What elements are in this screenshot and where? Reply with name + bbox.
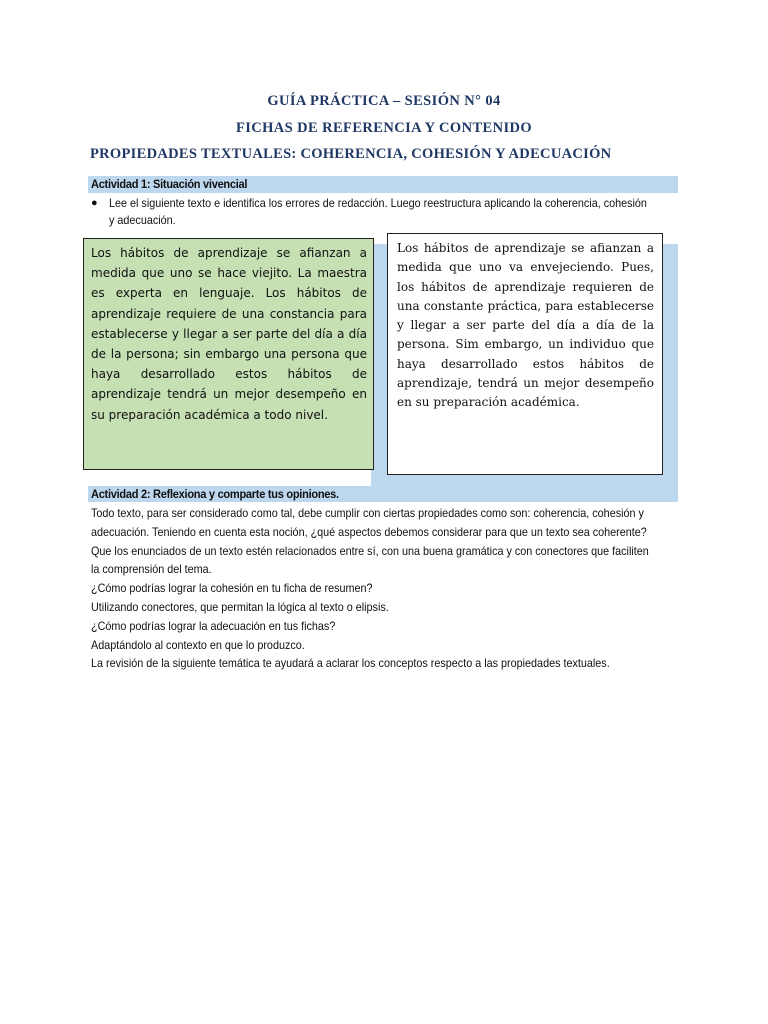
body-line: Todo texto, para ser considerado como tal, debe cumplir con ciertas propiedades como son: coherencia, cohesión y: [91, 506, 644, 520]
topic-title: PROPIEDADES TEXTUALES: COHERENCIA, COHESIÓN Y ADECUACIÓN: [90, 146, 612, 162]
bullet-icon: ●: [91, 197, 98, 209]
body-line: la comprensión del tema.: [91, 562, 212, 577]
activity-2-body: [91, 504, 768, 673]
body-line: ¿Cómo podrías lograr la cohesión en tu ficha de resumen?: [91, 581, 373, 596]
activity-2-heading: Actividad 2: Reflexiona y comparte tus opiniones.: [91, 487, 339, 501]
instruction-line-1: Lee el siguiente texto e identifica los errores de redacción. Luego reestructura aplicando la coherencia, cohesión: [109, 196, 647, 210]
original-text: Los hábitos de aprendizaje se afianzan a medida que uno se hace viejito. La maestra es experta en lenguaje. Los hábitos de aprendizaje requiere de una constancia para establecerse y llegar a ser parte del día a día de la persona; sin embargo una persona que haya desarrollado estos hábitos de aprendizaje tendrá un mejor desempeño en su preparación académica a todo nivel.: [91, 246, 367, 422]
body-line: ¿Cómo podrías lograr la adecuación en tus fichas?: [91, 618, 336, 633]
body-line: La revisión de la siguiente temática te ayudará a aclarar los conceptos respecto a las propiedades textuales.: [91, 656, 610, 671]
rewritten-text-box: [387, 233, 663, 475]
rewritten-text: Los hábitos de aprendizaje se afianzan a medida que uno va envejeciendo. Pues, los hábitos de aprendizaje requieren de una constante práctica, para establecerse y llegar a ser parte del día a día de la persona. Sim embargo, un individuo que haya desarrollado estos hábitos de aprendizaje, tendrá un mejor desempeño en su preparación académica.: [397, 241, 654, 410]
activity-1-heading: Actividad 1: Situación vivencial: [91, 177, 248, 191]
body-line: Utilizando conectores, que permitan la lógica al texto o elipsis.: [91, 599, 389, 614]
guide-title: GUÍA PRÁCTICA – SESIÓN N° 04: [267, 93, 501, 109]
instruction-text: [109, 195, 685, 229]
guide-subtitle: FICHAS DE REFERENCIA Y CONTENIDO: [235, 120, 533, 136]
body-line: Que los enunciados de un texto estén relacionados entre sí, con una buena gramática y con conectores que faciliten: [91, 543, 649, 558]
body-line: adecuación. Teniendo en cuenta esta noción, ¿qué aspectos debemos considerar para que un texto sea coherente?: [91, 524, 647, 539]
body-line: Adaptándolo al contexto en que lo produzco.: [91, 637, 305, 652]
instruction-line-2: y adecuación.: [109, 213, 176, 227]
original-text-box: [83, 238, 374, 470]
